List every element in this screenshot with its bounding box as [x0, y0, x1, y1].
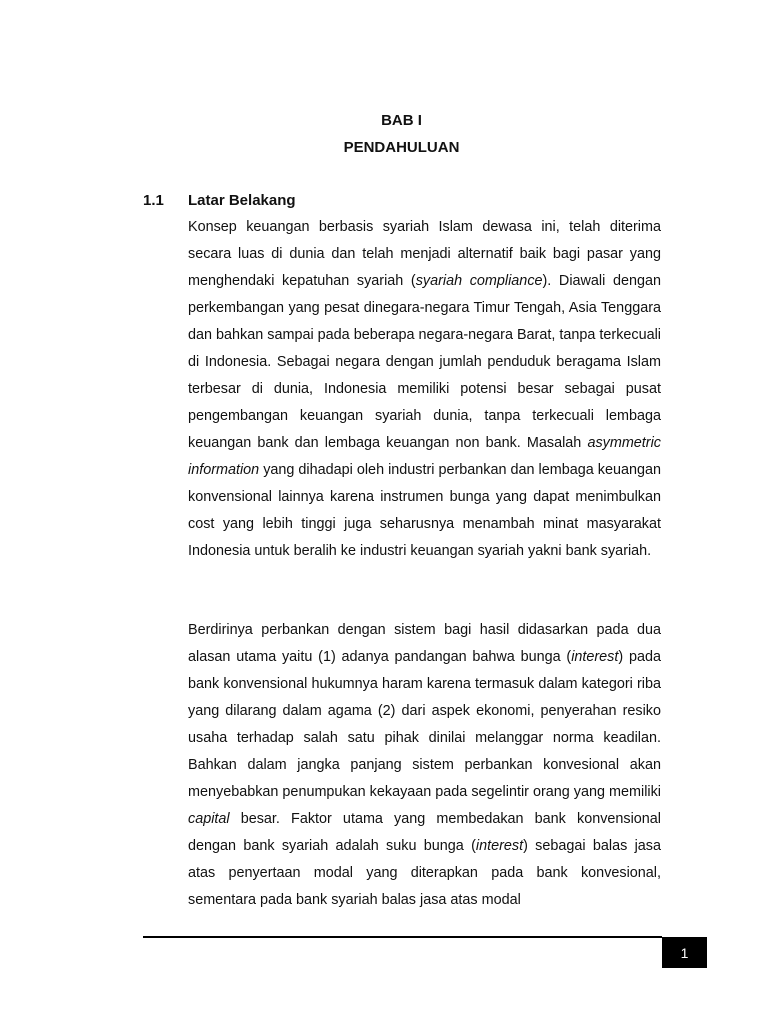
text-run: besar. Faktor utama yang membedakan bank konvensional dengan bank syariah adalah suku bunga ( [188, 811, 661, 854]
footer-divider [143, 936, 662, 938]
chapter-number: BAB I [381, 112, 422, 129]
text-run: ) sebagai balas jasa atas penyertaan modal yang diterapkan pada bank konvesional, sementara pada bank syariah balas jasa atas modal [188, 838, 661, 908]
section-number: 1.1 [143, 192, 164, 209]
text-run: ). Diawali dengan perkembangan yang pesat dinegara-negara Timur Tengah, Asia Tenggara dan bahkan sampai pada beberapa negara-negara Barat, tanpa terkecuali di Indonesia. Sebagai negara dengan jumlah penduduk beragama Islam terbesar di dunia, Indonesia memiliki potensi besar sebagai pusat pengembangan keuangan syariah dunia, tanpa terkecuali lembaga keuangan bank dan lembaga keuangan non bank. Masalah [188, 273, 661, 451]
section-title: Latar Belakang [188, 192, 296, 209]
italic-text-run: asymmetric information [188, 435, 661, 478]
text-run: yang dihadapi oleh industri perbankan dan lembaga keuangan konvensional lainnya karena instrumen bunga yang dapat menimbulkan cost yang lebih tinggi juga seharusnya menambah minat masyarakat Indonesia untuk beralih ke industri keuangan syariah yakni bank syariah. [188, 462, 661, 559]
body-paragraph [188, 617, 661, 914]
text-run: ) pada bank konvensional hukumnya haram karena termasuk dalam kategori riba yang dilarang dalam agama (2) dari aspek ekonomi, penyerahan resiko usaha terhadap salah satu pihak dinilai melanggar norma keadilan. Bahkan dalam jangka panjang sistem perbankan konvesional akan menyebabkan penumpukan kekayaan pada segelintir orang yang memiliki [188, 649, 661, 800]
italic-text-run: interest [571, 649, 619, 665]
text-run: Konsep keuangan berbasis syariah Islam dewasa ini, telah diterima secara luas di dunia dan telah menjadi alternatif baik bagi pasar yang menghendaki kepatuhan syariah ( [188, 219, 661, 289]
text-run: Berdirinya perbankan dengan sistem bagi hasil didasarkan pada dua alasan utama yaitu (1) adanya pandangan bahwa bunga ( [188, 622, 661, 665]
italic-text-run: syariah compliance [415, 273, 543, 289]
page-number: 1 [680, 944, 689, 961]
chapter-title: PENDAHULUAN [343, 139, 460, 156]
section-heading [143, 187, 296, 214]
page-number-box [662, 937, 707, 968]
body-paragraph [188, 214, 661, 565]
italic-text-run: interest [475, 838, 524, 854]
italic-text-run: capital [188, 811, 230, 827]
